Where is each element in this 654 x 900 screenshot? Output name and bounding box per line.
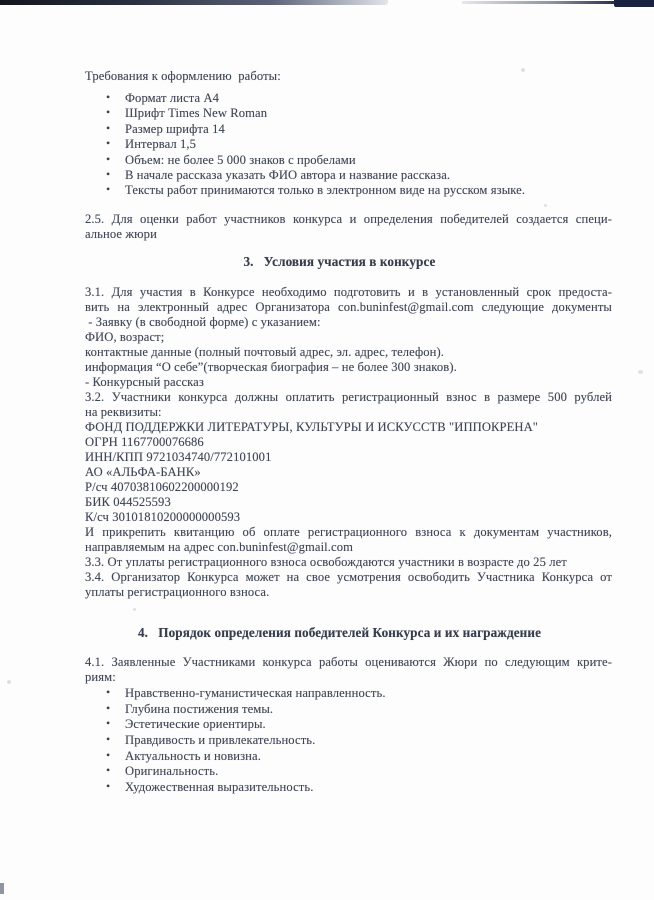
list-item xyxy=(85,749,612,765)
paragraph-line: 3.4. Организатор Конкурса может на свое усмотрения освободить Участника Конкурса от xyxy=(85,570,612,584)
paragraph-line: ОГРН 1167700076686 xyxy=(85,435,204,449)
list-item-label: Формат листа А4 xyxy=(125,91,220,105)
scan-speck xyxy=(544,204,547,207)
list-item-label: Оригинальность. xyxy=(125,764,219,779)
paragraph-line: 3.2. Участники конкурса должны оплатить регистрационный взнос в размере 500 рублей xyxy=(85,390,612,404)
list-item-label: В начале рассказа указать ФИО автора и название рассказа. xyxy=(125,168,451,183)
paragraph-line: К/сч 30101810200000000593 xyxy=(85,510,241,524)
requirements-title: Требования к оформлению работы: xyxy=(85,69,281,83)
list-item-label: Тексты работ принимаются только в электронном виде на русском языке. xyxy=(125,183,526,198)
list-item xyxy=(85,717,612,733)
bullet-icon: • xyxy=(106,120,111,135)
paragraph xyxy=(85,655,612,685)
list-item-label: Художественная выразительность. xyxy=(125,779,314,794)
list-item-label: Правдивость и привлекательность. xyxy=(125,732,316,747)
scan-speck xyxy=(7,680,11,684)
paragraph-line: ФИО, возраст; xyxy=(85,330,165,344)
paragraph-line: 2.5. Для оценки работ участников конкурса и определения победителей создается специ- xyxy=(85,212,612,226)
list-item-label: Эстетические ориентиры. xyxy=(125,717,266,732)
list-item-label: Объем: не более 5 000 знаков с пробелами xyxy=(125,152,356,167)
paragraph-line: риям: xyxy=(85,670,116,685)
list-item-label: Нравственно-гуманистическая направленность. xyxy=(125,686,386,700)
paragraph-line: ИНН/КПП 9721034740/772101001 xyxy=(85,450,272,464)
bullet-icon: • xyxy=(106,182,111,197)
paragraph-line: БИК 044525593 xyxy=(85,495,171,509)
paragraph-line: на реквизиты: xyxy=(85,405,162,419)
paragraph-line: направляемым на адрес con.buninfest@gmail.com xyxy=(85,540,354,554)
paragraph-line: И прикрепить квитанцию об оплате регистрационного взноса к документам участников, xyxy=(85,525,612,539)
paragraph-line: Р/сч 40703810602200000192 xyxy=(85,480,239,494)
bullet-icon: • xyxy=(106,731,111,746)
bullet-icon: • xyxy=(106,763,111,778)
list-item-label: Шрифт Times New Roman xyxy=(125,106,268,121)
list-item xyxy=(85,686,612,702)
list-item xyxy=(85,122,612,137)
bullet-icon: • xyxy=(106,716,111,731)
list-item xyxy=(85,183,612,198)
paragraph-line: уплаты регистрационного взноса. xyxy=(85,585,270,599)
bullet-icon: • xyxy=(106,136,111,151)
paragraph-line: альное жюри xyxy=(85,227,157,242)
bullet-list xyxy=(85,91,612,199)
scan-artifact-bottom-left-mark xyxy=(0,883,4,894)
paragraph xyxy=(85,285,612,600)
list-item xyxy=(85,153,612,168)
list-item-label: Интервал 1,5 xyxy=(125,137,197,152)
paragraph-line: - Конкурсный рассказ xyxy=(85,375,204,389)
scan-artifact-top-right-corner xyxy=(614,0,654,7)
paragraph-line: 3.1. Для участия в Конкурсе необходимо подготовить и в установленный срок предоста- xyxy=(85,285,612,299)
list-item xyxy=(85,702,612,718)
paragraph-line: - Заявку (в свободной форме) с указанием: xyxy=(85,315,321,329)
list-item xyxy=(85,91,612,106)
bullet-icon: • xyxy=(106,700,111,715)
bullet-icon: • xyxy=(106,167,111,182)
list-item-label: Актуальность и новизна. xyxy=(125,748,261,763)
bullet-icon: • xyxy=(106,685,111,699)
bullet-icon: • xyxy=(106,105,111,120)
paragraph-line: вить на электронный адрес Организатора con.buninfest@gmail.com следующие документы xyxy=(85,300,612,314)
list-item xyxy=(85,106,612,121)
scan-speck xyxy=(638,370,643,374)
paragraph-line: контактные данные (полный почтовый адрес, эл. адрес, телефон). xyxy=(85,345,445,359)
bullet-list xyxy=(85,686,612,796)
section-heading: 3. Условия участия в конкурсе xyxy=(243,254,436,269)
bullet-icon: • xyxy=(106,778,111,793)
scan-speck xyxy=(133,608,136,611)
scan-artifact-top-left-bar xyxy=(0,0,388,5)
list-item-label: Размер шрифта 14 xyxy=(125,121,225,136)
paragraph-line: информация “О себе”(творческая биография – не более 300 знаков). xyxy=(85,360,457,374)
bullet-icon: • xyxy=(106,90,111,104)
list-item xyxy=(85,733,612,749)
list-item-label: Глубина постижения темы. xyxy=(125,701,274,716)
section-heading: 4. Порядок определения победителей Конкурса и их награждение xyxy=(137,625,542,640)
list-item xyxy=(85,168,612,183)
paragraph-line: ФОНД ПОДДЕРЖКИ ЛИТЕРАТУРЫ, КУЛЬТУРЫ И ИСКУССТВ "ИППОКРЕНА" xyxy=(85,420,539,434)
list-item xyxy=(85,780,612,796)
paragraph-line: АО «АЛЬФА-БАНК» xyxy=(85,465,201,479)
bullet-icon: • xyxy=(106,151,111,166)
paragraph xyxy=(85,212,612,242)
paragraph-line: 3.3. От уплаты регистрационного взноса освобождаются участники в возрасте до 25 лет xyxy=(85,555,567,569)
paragraph-line: 4.1. Заявленные Участниками конкурса работы оцениваются Жюри по следующим крите- xyxy=(85,655,612,669)
list-item xyxy=(85,764,612,780)
bullet-icon: • xyxy=(106,747,111,762)
scan-artifact-top-right-line xyxy=(462,1,614,4)
list-item xyxy=(85,137,612,152)
